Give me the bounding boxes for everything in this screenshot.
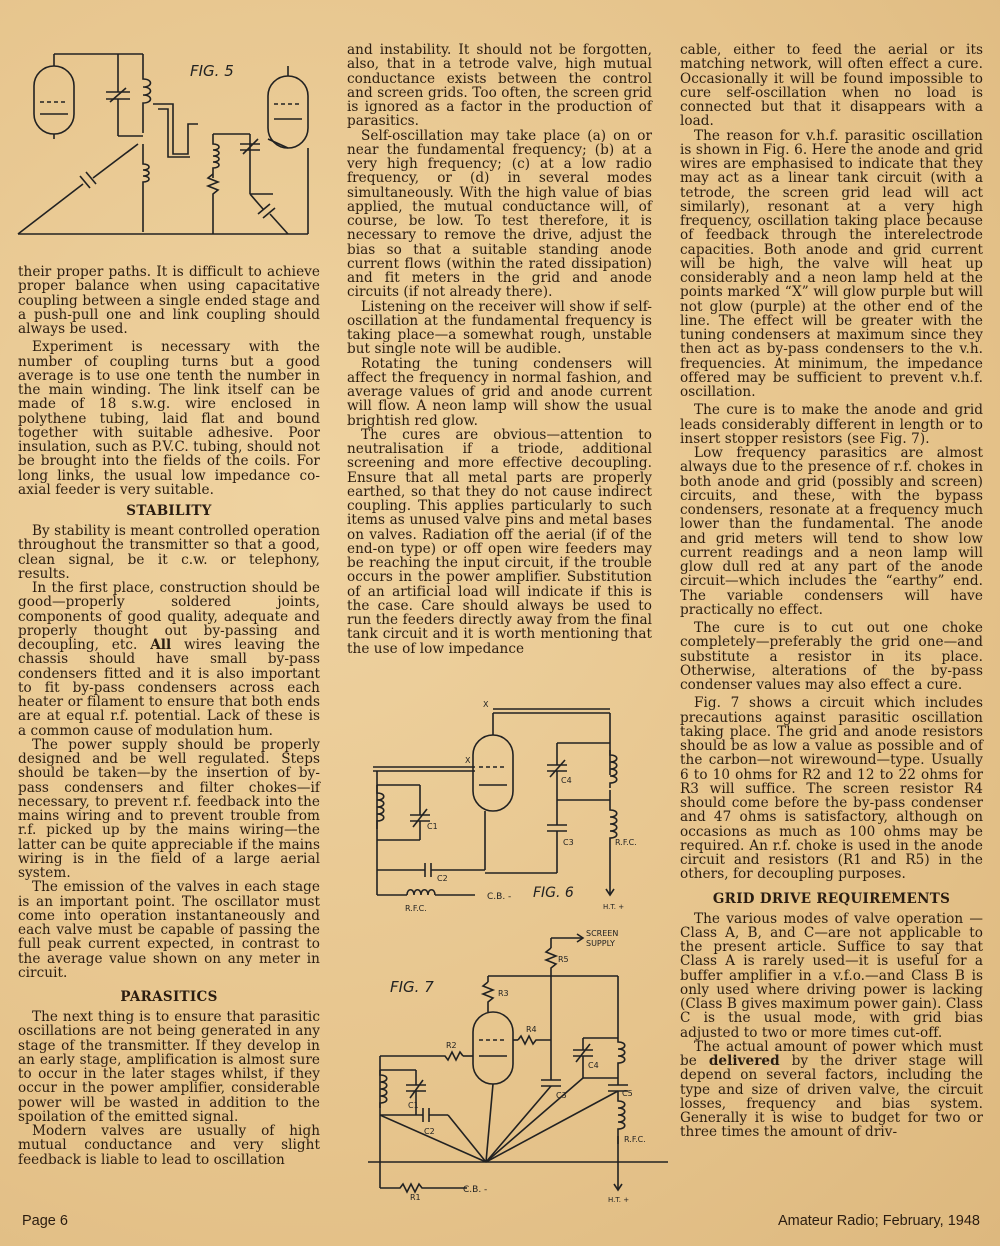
fig7-label-ht: H.T. +	[608, 1196, 630, 1204]
fig7-label-r5: R5	[558, 955, 569, 964]
column-3	[680, 43, 983, 1140]
paragraph: Listening on the receiver will show if self-oscillation at the fundamental frequency is taking place—a somewhat rough, unstable but single note will be audible.	[347, 298, 652, 358]
paragraph: Rotating the tuning condensers will affect the frequency in normal fashion, and average values of grid and anode current will flow. A neon lamp will show the usual brightish red glow.	[347, 355, 652, 429]
paragraph: The actual amount of power which must be delivered by the driver stage will depend on several factors, including the type and size of driven valve, the circuit losses, frequency and bias system. Generally it is wise to budget for two or three times the amount of driv-	[680, 1038, 984, 1141]
fig6-label: FIG. 6	[533, 885, 574, 901]
paragraph: The cures are obvious—attention to neutralisation if a triode, additional screening and more effective decoupling. Ensure that all metal parts are properly earthed, so that they do not cause indirect coupling. This applies particularly to such items as unused valve pins and metal bases on valves. Radiation off the aerial (if of the end-on type) or off open wire feeders may be reaching the input circuit, if the trouble occurs in the power amplifier. Substitution of an artificial load will indicate if this is the case. Care should always be used to run the feeders directly away from the final tank circuit and it is worth mentioning that the use of low impedance	[347, 426, 652, 657]
fig6-label-c1: C1	[427, 822, 438, 831]
fig7-label-cb: C.B. -	[463, 1185, 488, 1195]
fig6-label-ht: H.T. +	[603, 903, 625, 911]
paragraph: The cure is to cut out one choke completely—preferably the grid one—and substitute a resistor in its place. Otherwise, alterations of the by-pass condenser values may also effect a cure.	[680, 620, 983, 693]
paragraph: By stability is meant controlled operation throughout the transmitter so that a good, clean signal, be it c.w. or telephony, results.	[18, 523, 320, 582]
section-heading-grid-drive: GRID DRIVE REQUIREMENTS	[712, 890, 951, 907]
column-1	[18, 265, 320, 1167]
fig6-label-x: X	[465, 756, 471, 765]
paragraph: The next thing is to ensure that parasitic oscillations are not being generated in any stage of the transmitter. If they develop in an early stage, amplification is almost sure to occur in the later stages whilst, if they occur in the power amplifier, considerable power will be wasted in addition to the spoilation of the emitted signal.	[18, 1009, 320, 1125]
fig6-label-cb: C.B. -	[487, 892, 512, 902]
fig6-label-c3: C3	[563, 838, 574, 847]
fig7-label-c2: C2	[424, 1127, 435, 1136]
paragraph: The reason for v.h.f. parasitic oscillation is shown in Fig. 6. Here the anode and grid wires are emphasised to indicate that they may act as a linear tank circuit (with a tetrode, the screen grid lead will act similarly), resonant at a very high frequency, oscillation taking place because of feedback through the interelectrode capacities. Both anode and grid current will be high, the valve will heat up considerably and a neon lamp held at the points marked “X” will glow purple but will not glow (purple) at the other end of the line. The effect will be greater with the tuning condensers at maximum since they then act as by-pass condensers to the v.h. frequencies. At minimum, the impedance offered may be sufficient to prevent v.h.f. oscillation.	[680, 127, 983, 400]
paragraph: In the first place, construction should be good—properly soldered joints, components of good quality, adequate and properly thought out by-passing and decoupling, etc. All wires leaving the chassis should have small by-pass condensers fitted and it is also important to fit by-pass condensers across each heater or filament to ensure that both ends are at equal r.f. potential. Lack of these is a common cause of modulation hum.	[18, 580, 320, 739]
paragraph: The cure is to make the anode and grid leads considerably different in length or to insert stopper resistors (see Fig. 7).	[680, 402, 983, 447]
fig7-label-c3: C3	[556, 1091, 567, 1100]
paragraph: cable, either to feed the aerial or its matching network, will often effect a cure. Occasionally it will be found impossible to cure self-oscillation when no load is connected but that it disappears with a load.	[680, 42, 983, 130]
paragraph: their proper paths. It is difficult to achieve proper balance when using capacitative coupling between a single ended stage and a push-pull one and link coupling should always be used.	[18, 264, 320, 337]
paragraph: The emission of the valves in each stage is an important point. The oscillator must come into operation instantaneously and each valve must be capable of passing the full peak current expected, in contrast to the average value shown on any meter in circuit.	[18, 879, 320, 981]
paragraph: and instability. It should not be forgotten, also, that in a tetrode valve, high mutual conductance exists between the control and screen grids. Too often, the screen grid is ignored as a factor in the production of parasitics.	[347, 42, 652, 130]
section-heading-stability: STABILITY	[126, 503, 212, 519]
section-heading-parasitics: PARASITICS	[120, 989, 218, 1005]
fig7-label-r3: R3	[498, 989, 509, 998]
paragraph: Low frequency parasitics are almost always due to the presence of r.f. chokes in both anode and grid (possibly and screen) circuits, and these, with the bypass condensers, resonate at a frequency much lower than the fundamental. The anode and grid meters will tend to show low current readings and a neon lamp will glow dull red at any part of the anode circuit—which includes the “earthy” end. The variable condensers will have practically no effect.	[680, 445, 983, 618]
fig7-label-c5: C5	[622, 1089, 633, 1098]
fig6-label-x: X	[483, 700, 489, 709]
fig6-label-rfc: R.F.C.	[405, 904, 427, 913]
paragraph: Experiment is necessary with the number of coupling turns but a good average is to use one tenth the number in the main winding. The link itself can be made of 18 s.w.g. wire enclosed in polythene tubing, laid flat and bound together with suitable adhesive. Poor insulation, such as P.V.C. tubing, should not be brought into the fields of the coils. For long links, the usual low impedance co-axial feeder is very suitable.	[18, 339, 320, 498]
fig7-label-r2: R2	[446, 1041, 457, 1050]
paragraph: The various modes of valve operation —Class A, B, and C—are not applicable to the present article. Suffice to say that Class A is rarely used—it is useful for a buffer amplifier in a v.f.o.—and Class B is only used where driving power is lacking (Class B gives maximum power gain). Class C is the usual mode, with grid bias adjusted to two or more times cut-off.	[680, 910, 983, 1041]
figure-5-schematic	[18, 44, 328, 244]
fig7-label-c4: C4	[588, 1061, 599, 1070]
fig7-label-r1: R1	[410, 1193, 421, 1202]
fig7-label-c1: C1	[408, 1101, 419, 1110]
paragraph: Modern valves are usually of high mutual conductance and very slight feedback is liable to lead to oscillation	[18, 1123, 320, 1168]
paragraph: Fig. 7 shows a circuit which includes precautions against parasitic oscillation taking place. The grid and anode resistors should be as low a value as possible and of the carbon—not wirewound—type. Usually 6 to 10 ohms for R2 and 12 to 22 ohms for R3 will suffice. The screen resistor R4 should come before the by-pass condenser and 47 ohms is satisfactory, although on occasions as much as 100 ohms may be required. An r.f. choke is used in the anode circuit and resistors (R1 and R5) in the others, for decoupling purposes.	[680, 695, 983, 883]
fig7-label-supply: SUPPLY	[586, 939, 615, 948]
fig7-label-r4: R4	[526, 1025, 537, 1034]
figure-6-schematic	[365, 700, 665, 920]
paragraph: Self-oscillation may take place (a) on or near the fundamental frequency; (b) at a very high frequency; (c) at a low radio frequency, or (d) in several modes simultaneously. With the high value of bias applied, the mutual conductance will, of course, be low. To test therefore, it is necessary to remove the drive, adjust the bias so that a suitable standing anode current flows (within the rated dissipation) and fit meters in the grid and anode circuits (if not already there).	[347, 127, 652, 301]
fig7-label-rfc: R.F.C.	[624, 1135, 646, 1144]
magazine-footer: Amateur Radio; February, 1948	[777, 1213, 980, 1229]
figure-7-schematic	[368, 930, 668, 1205]
fig6-label-rfc: R.F.C.	[615, 838, 637, 847]
fig6-label-c4: C4	[561, 776, 572, 785]
valve	[473, 735, 513, 811]
fig7-label-screen: SCREEN	[586, 929, 619, 938]
valve	[473, 1012, 513, 1084]
paragraph: The power supply should be properly designed and be well regulated. Steps should be taken—by the insertion of by-pass condensers and filter chokes—if necessary, to prevent r.f. feedback into the mains wiring and to prevent trouble from r.f. picked up by the mains wiring—the latter can be quite appreciable if the mains wiring is in the field of a large aerial system.	[18, 736, 320, 881]
page-number: Page 6	[22, 1213, 68, 1229]
column-2	[347, 43, 652, 656]
fig7-label: FIG. 7	[390, 978, 434, 996]
fig5-label: FIG. 5	[190, 62, 234, 80]
valve-left	[34, 66, 74, 134]
valve-right	[268, 76, 308, 148]
fig6-label-c2: C2	[437, 874, 448, 883]
